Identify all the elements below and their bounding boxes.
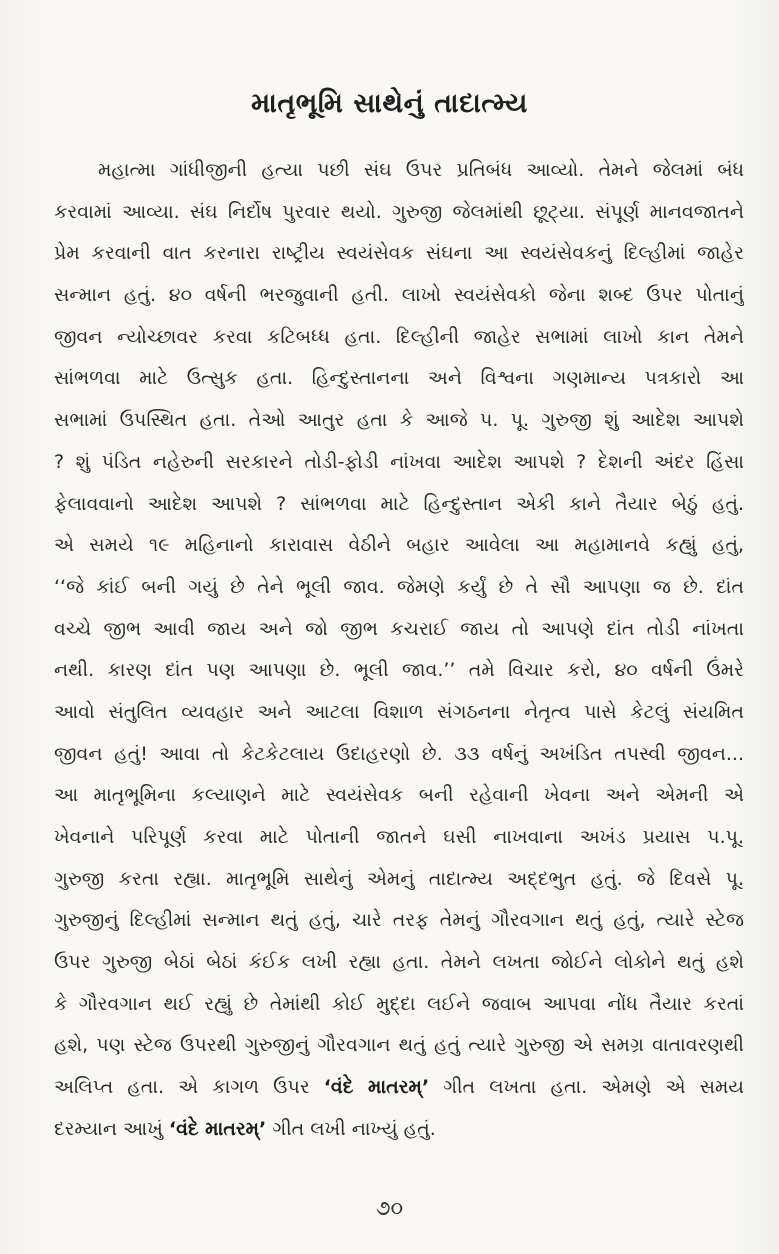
text-line (54, 859, 744, 901)
line-text: વચ્ચે જીભ આવી જાય અને જો જીભ કચરાઈ જાય તો આપણે દાંત તોડી નાંખતા (54, 617, 744, 640)
line-text: જીવન હતું! આવા તો કેટકેટલાય ઉદાહરણો છે. ૩૩ વર્ષનું અખંડિત તપસ્વી જીવન... (54, 742, 744, 765)
text-line (54, 775, 744, 817)
line-text: ગીત લખી નાખ્યું હતું. (266, 1117, 436, 1140)
text-line (54, 358, 744, 400)
page-title: માતૃભૂમિ સાથેનું તાદાત્મ્ય (251, 88, 528, 119)
emphasis-text: ‘વંદે માતરમ્’ (323, 1076, 430, 1099)
line-text: સભામાં ઉપસ્થિત હતા. તેઓ આતુર હતા કે આજે પ. પૂ. ગુરુજી શું આદેશ આપશે (54, 409, 744, 432)
text-line (54, 692, 744, 734)
line-text: ? શું પંડિત નહેરુની સરકારને તોડી-ફોડી નાંખવા આદેશ આપશે ? દેશની અંદર હિંસા (54, 450, 744, 473)
text-line (54, 609, 744, 651)
paragraph-body (54, 150, 744, 1151)
line-text: ઉપર ગુરુજી બેઠાં બેઠાં કંઈક લખી રહ્યા હતા. તેમને લખતા જોઈને લોકોને થતું હશે (54, 951, 744, 974)
text-line (54, 484, 744, 526)
line-text: હશે, પણ સ્ટેજ ઉપરથી ગુરુજીનું ગૌરવગાન થતું હતું ત્યારે ગુરુજી એ સમગ્ર વાતાવરણથી (54, 1034, 744, 1057)
line-text: અલિપ્ત હતા. એ કાગળ ઉપર (54, 1076, 324, 1099)
line-text: જીવન ન્યોચ્છાવર કરવા કટિબધ્ધ હતા. દિલ્હીની જાહેર સભામાં લાખો કાન તેમને (54, 325, 744, 348)
text-line (54, 442, 744, 484)
line-text: આ માતૃભૂમિના કલ્યાણને માટે સ્વયંસેવક બની રહેવાની ખેવના અને એમની એ (54, 784, 744, 807)
line-text: કરવામાં આવ્યા. સંઘ નિર્દોષ પુરવાર થયો. ગુરુજી જેલમાંથી છૂટ્યા. સંપૂર્ણ માનવજાતને (54, 200, 744, 223)
line-text: નથી. કારણ દાંત પણ આપણા છે. ભૂલી જાવ.’’ તમે વિચાર કરો, ૪૦ વર્ષની ઉંમરે (54, 659, 744, 682)
line-text: ગીત લખતા હતા. એમણે એ સમય (429, 1076, 744, 1099)
line-text: સાંભળવા માટે ઉત્સુક હતા. હિન્દુસ્તાનના અને વિશ્વના ગણમાન્ય પત્રકારો આ (54, 367, 744, 390)
text-line (54, 192, 744, 234)
text-line (54, 233, 744, 275)
text-line (54, 734, 744, 776)
line-text: એ સમયે ૧૯ મહિનાનો કારાવાસ વેઠીને બહાર આવેલા આ મહામાનવે કહ્યું હતું, (54, 534, 744, 557)
line-text: આવો સંતુલિત વ્યવહાર અને આટલા વિશાળ સંગઠનના નેતૃત્વ પાસે કેટલું સંયમિત (54, 700, 744, 723)
text-line (54, 525, 744, 567)
page-number: ૭૦ (375, 1196, 404, 1220)
text-line (54, 650, 744, 692)
line-text: ‘‘જે કાંઈ બની ગયું છે તેને ભૂલી જાવ. જેમણે કર્યું છે તે સૌ આપણા જ છે. દાંત (54, 575, 744, 598)
text-line (54, 567, 744, 609)
line-text: ગુરુજીનું દિલ્હીમાં સન્માન થતું હતું, ચારે તરફ તેમનું ગૌરવગાન થતું હતું, ત્યારે સ્ટેજ (54, 909, 744, 932)
emphasis-text: ‘વંદે માતરમ્’ (168, 1117, 267, 1140)
text-line (54, 1109, 744, 1151)
line-text: કે ગૌરવગાન થઈ રહ્યું છે તેમાંથી કોઈ મુદ્દા લઈને જવાબ આપવા નોંધ તૈયાર કરતાં (54, 992, 744, 1015)
text-line (54, 1025, 744, 1067)
text-line (54, 1067, 744, 1109)
line-text: ગુરુજી કરતા રહ્યા. માતૃભૂમિ સાથેનું એમનું તાદાત્મ્ય અદ્દભુત હતું. જે દિવસે પૂ. (54, 867, 744, 890)
text-line (54, 150, 744, 192)
line-text: દરમ્યાન આખું (54, 1117, 169, 1140)
line-text: ફેલાવવાનો આદેશ આપશે ? સાંભળવા માટે હિન્દુસ્તાન એકી કાને તૈયાર બેઠું હતું. (54, 492, 744, 515)
text-line (54, 275, 744, 317)
text-line (54, 817, 744, 859)
line-text: ખેવનાને પરિપૂર્ણ કરવા માટે પોતાની જાતને ઘસી નાખવાના અખંડ પ્રયાસ પ.પૂ. (54, 826, 744, 848)
text-line (54, 317, 744, 359)
line-text: સન્માન હતું. ૪૦ વર્ષની ભરજુવાની હતી. લાખો સ્વયંસેવકો જેના શબ્દ ઉપર પોતાનું (54, 284, 744, 307)
line-text: મહાત્મા ગાંધીજીની હત્યા પછી સંઘ ઉપર પ્રતિબંધ આવ્યો. તેમને જેલમાં બંધ (98, 159, 744, 181)
line-text: પ્રેમ કરવાની વાત કરનારા રાષ્ટ્રીય સ્વયંસેવક સંઘના આ સ્વયંસેવકનું દિલ્હીમાં જાહેર (54, 242, 744, 265)
text-line (54, 942, 744, 984)
text-line (54, 984, 744, 1026)
text-line (54, 400, 744, 442)
text-line (54, 900, 744, 942)
